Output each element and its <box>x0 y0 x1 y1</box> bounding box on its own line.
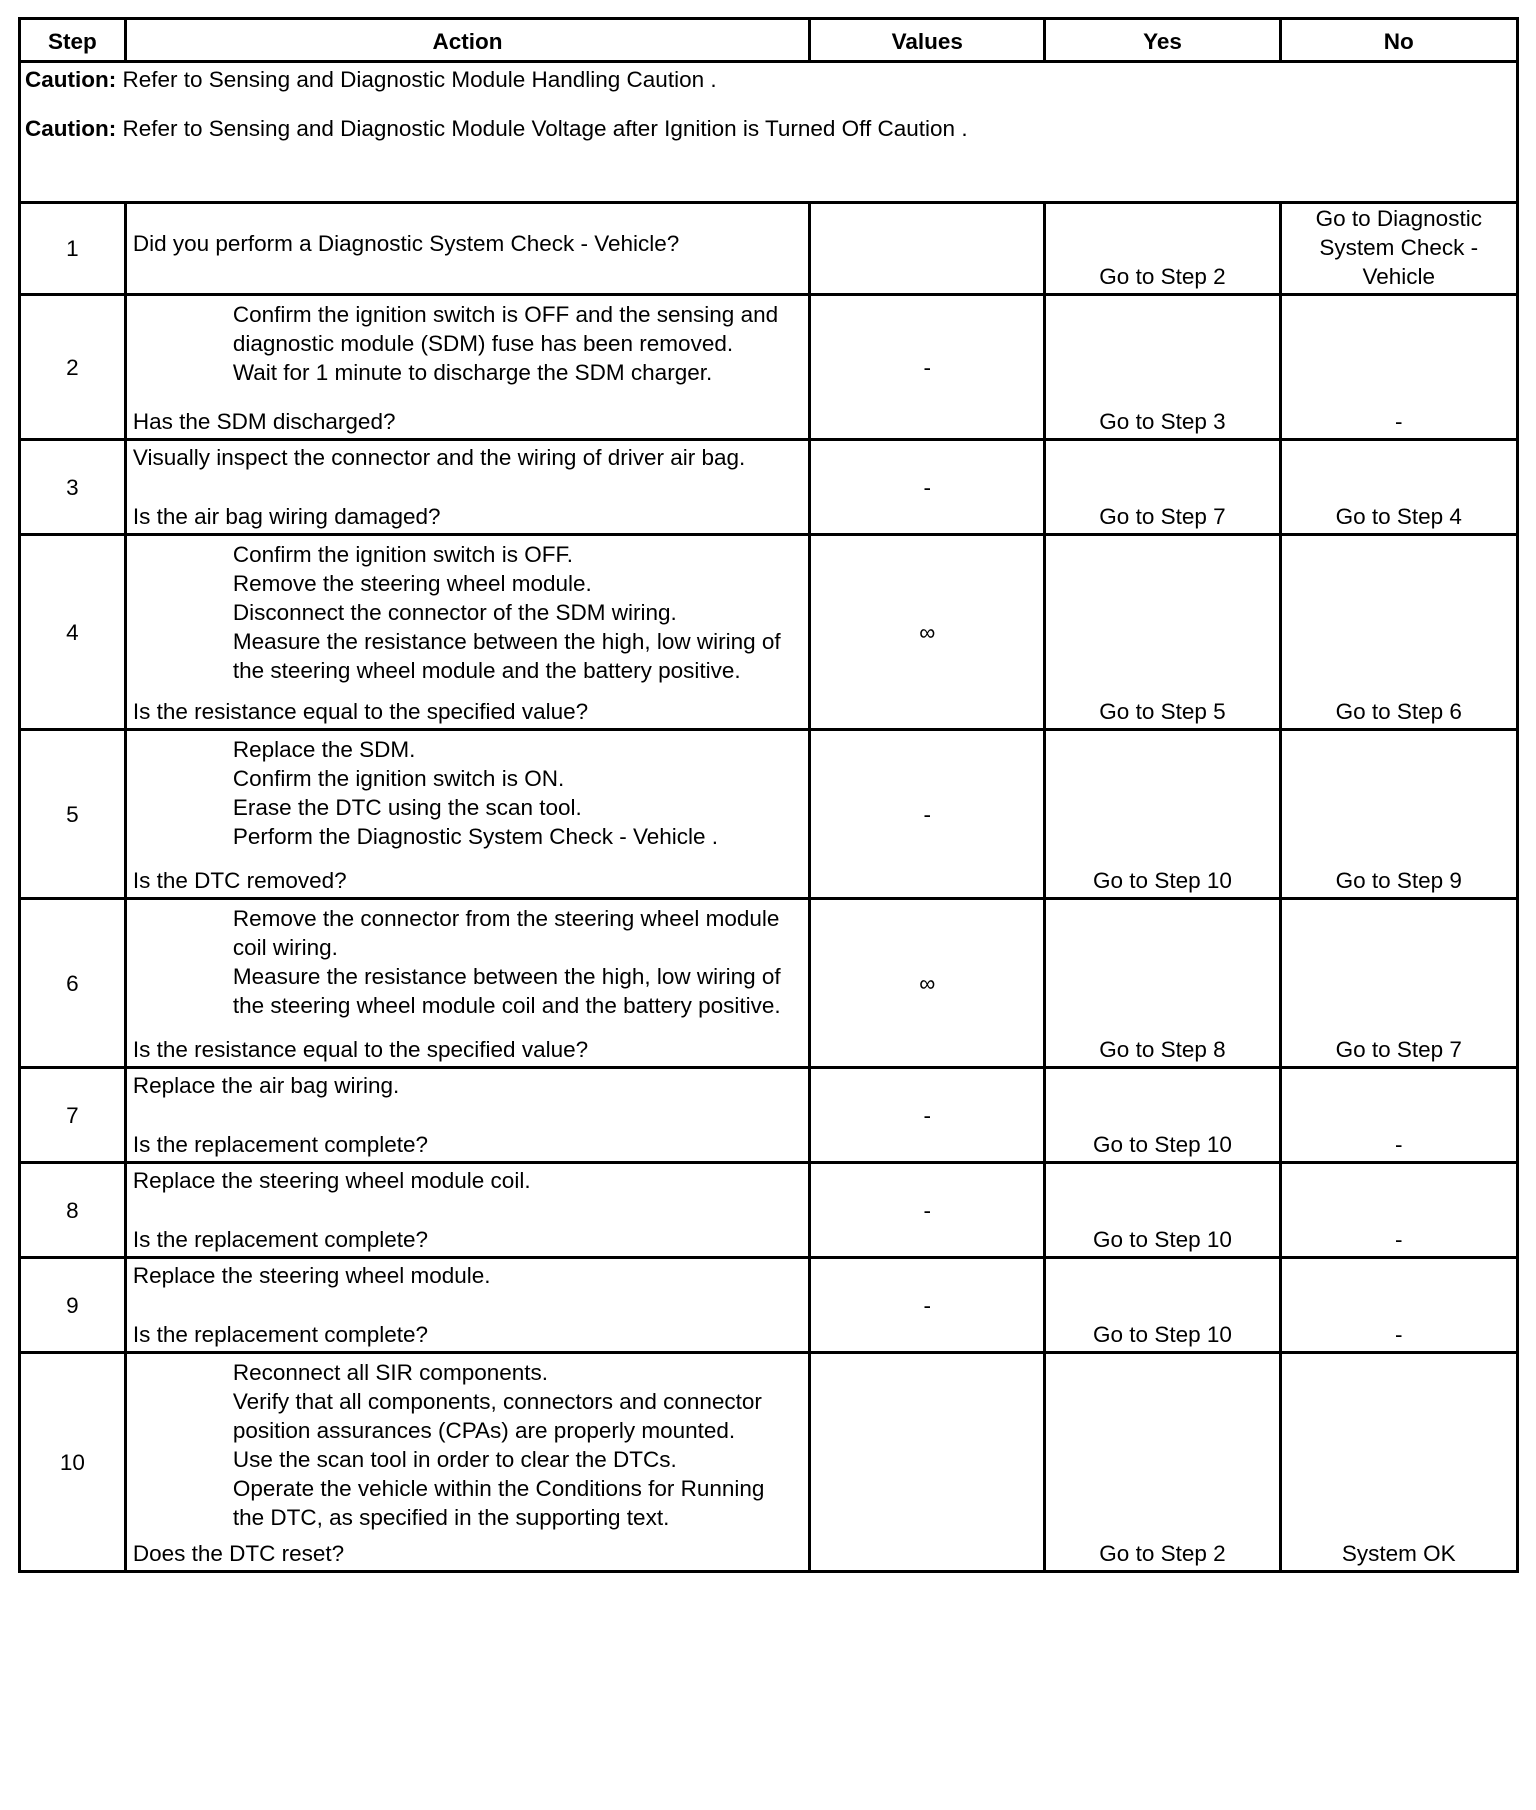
action-step-line: Use the scan tool in order to clear the DTCs. <box>232 1447 677 1472</box>
yes-cell: Go to Step 10 <box>1045 730 1280 899</box>
step-row <box>20 1258 1518 1353</box>
no-cell: System OK <box>1280 1353 1517 1572</box>
action-question: Does the DTC reset? <box>132 1541 345 1566</box>
action-step-line: the DTC, as specified in the supporting text. <box>232 1505 670 1530</box>
caution-row <box>20 62 1518 203</box>
caution-cell <box>20 62 1518 203</box>
value-cell: - <box>810 730 1045 899</box>
step-row <box>20 535 1518 730</box>
action-step-line: Confirm the ignition switch is OFF. <box>232 542 573 567</box>
yes-cell: Go to Step 7 <box>1045 440 1280 535</box>
action-question: Is the DTC removed? <box>132 868 347 893</box>
action-cell <box>125 899 809 1068</box>
yes-cell: Go to Step 2 <box>1045 203 1280 295</box>
action-step-line: position assurances (CPAs) are properly mounted. <box>232 1418 736 1443</box>
no-cell: Go to Step 9 <box>1280 730 1517 899</box>
step-number: 2 <box>20 295 126 440</box>
action-step-line: Operate the vehicle within the Conditions for Running <box>232 1476 765 1501</box>
action-cell <box>125 203 809 295</box>
action-step-line: Perform the Diagnostic System Check - Vehicle . <box>232 824 719 849</box>
action-step-line: Replace the SDM. <box>232 737 416 762</box>
step-row <box>20 440 1518 535</box>
header-no: No <box>1280 19 1517 62</box>
step-row <box>20 1353 1518 1572</box>
action-step-line: Remove the steering wheel module. <box>232 571 592 596</box>
header-action: Action <box>125 19 809 62</box>
step-number: 8 <box>20 1163 126 1258</box>
action-cell <box>125 295 809 440</box>
yes-cell: Go to Step 3 <box>1045 295 1280 440</box>
no-cell: Go to Step 4 <box>1280 440 1517 535</box>
action-cell <box>125 1353 809 1572</box>
action-question: Has the SDM discharged? <box>132 409 396 434</box>
no-cell: - <box>1280 1068 1517 1163</box>
value-cell: - <box>810 440 1045 535</box>
step-number: 10 <box>20 1353 126 1572</box>
action-step-line: Remove the connector from the steering wheel module <box>232 906 780 931</box>
value-cell: ∞ <box>810 535 1045 730</box>
action-cell <box>125 440 809 535</box>
caution-label: Caution: <box>25 116 117 141</box>
header-step: Step <box>20 19 126 62</box>
caution-text: Refer to Sensing and Diagnostic Module Handling Caution . <box>116 67 717 92</box>
action-question: Is the resistance equal to the specified value? <box>132 1037 589 1062</box>
step-number: 5 <box>20 730 126 899</box>
no-cell: - <box>1280 1163 1517 1258</box>
step-row <box>20 1068 1518 1163</box>
action-steps <box>133 1358 802 1532</box>
action-steps <box>133 735 802 851</box>
no-cell: Go to Step 6 <box>1280 535 1517 730</box>
action-cell <box>125 1163 809 1258</box>
action-cell <box>125 730 809 899</box>
value-cell: ∞ <box>810 899 1045 1068</box>
no-cell: - <box>1280 1258 1517 1353</box>
action-steps <box>133 300 802 387</box>
action-step-line: the steering wheel module and the battery positive. <box>232 658 741 683</box>
header-yes: Yes <box>1045 19 1280 62</box>
action-step-line: Wait for 1 minute to discharge the SDM charger. <box>232 360 713 385</box>
action-step-line: Confirm the ignition switch is ON. <box>232 766 565 791</box>
step-number: 6 <box>20 899 126 1068</box>
no-cell: Go to Diagnostic System Check - Vehicle <box>1280 203 1517 295</box>
step-number: 3 <box>20 440 126 535</box>
action-question: Is the resistance equal to the specified value? <box>132 699 589 724</box>
value-cell: - <box>810 1258 1045 1353</box>
action-question: Is the air bag wiring damaged? <box>132 504 441 529</box>
action-step-line: diagnostic module (SDM) fuse has been removed. <box>232 331 734 356</box>
diagnostic-table <box>18 17 1519 1573</box>
action-instruction: Replace the steering wheel module. <box>132 1263 491 1288</box>
action-question: Is the replacement complete? <box>132 1322 429 1347</box>
value-cell: - <box>810 1163 1045 1258</box>
caution-label: Caution: <box>25 67 117 92</box>
action-cell <box>125 1258 809 1353</box>
step-row <box>20 203 1518 295</box>
yes-cell: Go to Step 8 <box>1045 899 1280 1068</box>
header-values: Values <box>810 19 1045 62</box>
action-step-line: coil wiring. <box>232 935 338 960</box>
caution-line-1 <box>25 65 1512 94</box>
caution-line-2 <box>25 114 1512 143</box>
action-step-line: Erase the DTC using the scan tool. <box>232 795 582 820</box>
no-cell: Go to Step 7 <box>1280 899 1517 1068</box>
value-cell: - <box>810 1068 1045 1163</box>
action-question: Is the replacement complete? <box>132 1132 429 1157</box>
value-cell: - <box>810 295 1045 440</box>
action-instruction: Replace the air bag wiring. <box>132 1073 400 1098</box>
action-steps <box>133 540 802 685</box>
action-step-line: the steering wheel module coil and the battery positive. <box>232 993 781 1018</box>
action-question: Did you perform a Diagnostic System Check - Vehicle? <box>132 231 680 256</box>
yes-cell: Go to Step 2 <box>1045 1353 1280 1572</box>
action-step-line: Verify that all components, connectors and connector <box>232 1389 762 1414</box>
caution-text: Refer to Sensing and Diagnostic Module Voltage after Ignition is Turned Off Caution . <box>116 116 968 141</box>
action-step-line: Disconnect the connector of the SDM wiring. <box>232 600 677 625</box>
yes-cell: Go to Step 10 <box>1045 1068 1280 1163</box>
step-number: 7 <box>20 1068 126 1163</box>
step-number: 1 <box>20 203 126 295</box>
step-row <box>20 730 1518 899</box>
no-cell: - <box>1280 295 1517 440</box>
yes-cell: Go to Step 10 <box>1045 1258 1280 1353</box>
action-step-line: Reconnect all SIR components. <box>232 1360 549 1385</box>
header-row <box>20 19 1518 62</box>
step-number: 9 <box>20 1258 126 1353</box>
step-row <box>20 899 1518 1068</box>
action-step-line: Confirm the ignition switch is OFF and the sensing and <box>232 302 779 327</box>
step-row <box>20 295 1518 440</box>
value-cell <box>810 203 1045 295</box>
action-instruction: Replace the steering wheel module coil. <box>132 1168 531 1193</box>
action-step-line: Measure the resistance between the high, low wiring of <box>232 629 781 654</box>
step-number: 4 <box>20 535 126 730</box>
value-cell <box>810 1353 1045 1572</box>
action-cell <box>125 1068 809 1163</box>
action-steps <box>133 904 802 1020</box>
action-question: Is the replacement complete? <box>132 1227 429 1252</box>
yes-cell: Go to Step 5 <box>1045 535 1280 730</box>
yes-cell: Go to Step 10 <box>1045 1163 1280 1258</box>
step-row <box>20 1163 1518 1258</box>
action-cell <box>125 535 809 730</box>
action-instruction: Visually inspect the connector and the wiring of driver air bag. <box>132 445 746 470</box>
action-step-line: Measure the resistance between the high, low wiring of <box>232 964 781 989</box>
